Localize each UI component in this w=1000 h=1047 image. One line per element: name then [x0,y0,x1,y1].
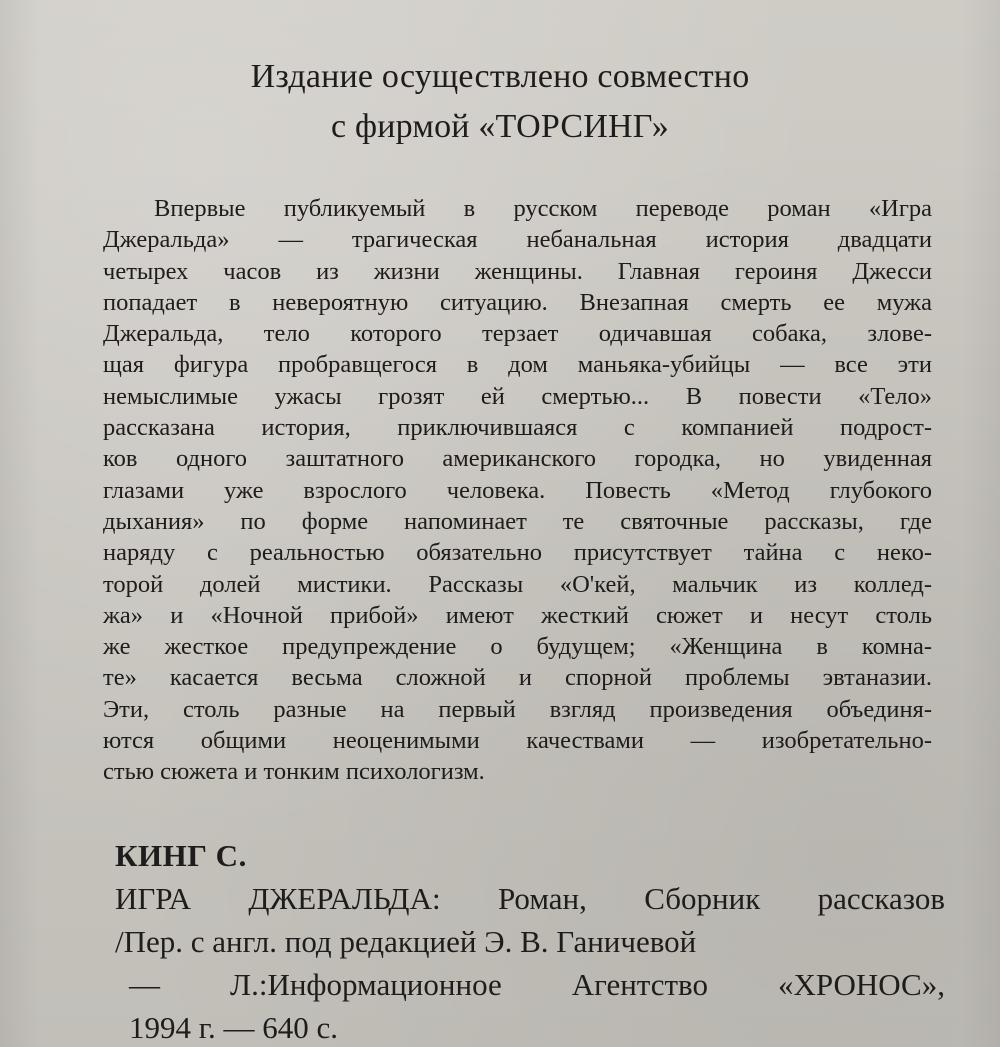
annotation-line: стью сюжета и тонким психологизм. [103,758,485,786]
publisher-note-line-2: с фирмой «ТОРСИНГ» [331,108,669,145]
annotation-line: попадает в невероятную ситуацию. Внезапная смерть ее мужа [103,288,932,316]
translation-line: /Пер. с англ. под редакцией Э. В. Ганичевой [115,924,697,959]
annotation-line: Джеральда» — трагическая небанальная история двадцати [103,226,932,254]
annotation-line: дыхания» по форме напоминает те святочные рассказы, где [103,507,932,535]
annotation-line: торой долей мистики. Рассказы «О'кей, мальчик из коллед- [103,570,932,598]
annotation-line: жа» и «Ночной прибой» имеют жесткий сюжет и несут столь [103,601,932,629]
author-name: КИНГ С. [115,838,247,873]
annotation-line: Эти, столь разные на первый взгляд произведения объединя- [103,695,932,723]
year-pages-line: 1994 г. — 640 с. [129,1010,338,1045]
annotation-line: Впервые публикуемый в русском переводе роман «Игра [154,195,932,222]
annotation-line: Джеральда, тело которого терзает одичавшая собака, злове- [103,320,932,348]
publisher-note-line-1: Издание осуществлено совместно [250,58,750,95]
annotation-line: те» касается весьма сложной и спорной проблемы эвтаназии. [103,664,932,692]
book-annotation [103,193,932,788]
annotation-line: ются общими неоценимыми качествами — изобретательно- [103,727,932,755]
annotation-line: рассказана история, приключившаяся с компанией подрост- [103,414,932,442]
annotation-line: же жесткое предупреждение о будущем; «Женщина в комна- [103,633,932,661]
annotation-line: наряду с реальностью обязательно присутствует тайна с неко- [103,539,932,567]
annotation-line: ков одного заштатного американского городка, но увиденная [103,445,932,473]
bibliographic-record [115,834,945,1047]
book-title-line: ИГРА ДЖЕРАЛЬДА: Роман, Сборник рассказов [115,881,945,916]
annotation-line: четырех часов из жизни женщины. Главная героиня Джесси [103,257,932,285]
page-edge-shadow-left [0,0,40,1047]
publisher-line: — Л.:Информационное Агентство «ХРОНОС», [129,967,945,1002]
annotation-line: немыслимые ужасы грозят ей смертью... В повести «Тело» [103,382,932,410]
page-edge-shadow-right [960,0,1000,1047]
annotation-line: щая фигура пробравщегося в дом маньяка-убийцы — все эти [103,351,932,379]
annotation-line: глазами уже взрослого человека. Повесть «Метод глубокого [103,476,932,504]
publisher-note [0,52,1000,152]
